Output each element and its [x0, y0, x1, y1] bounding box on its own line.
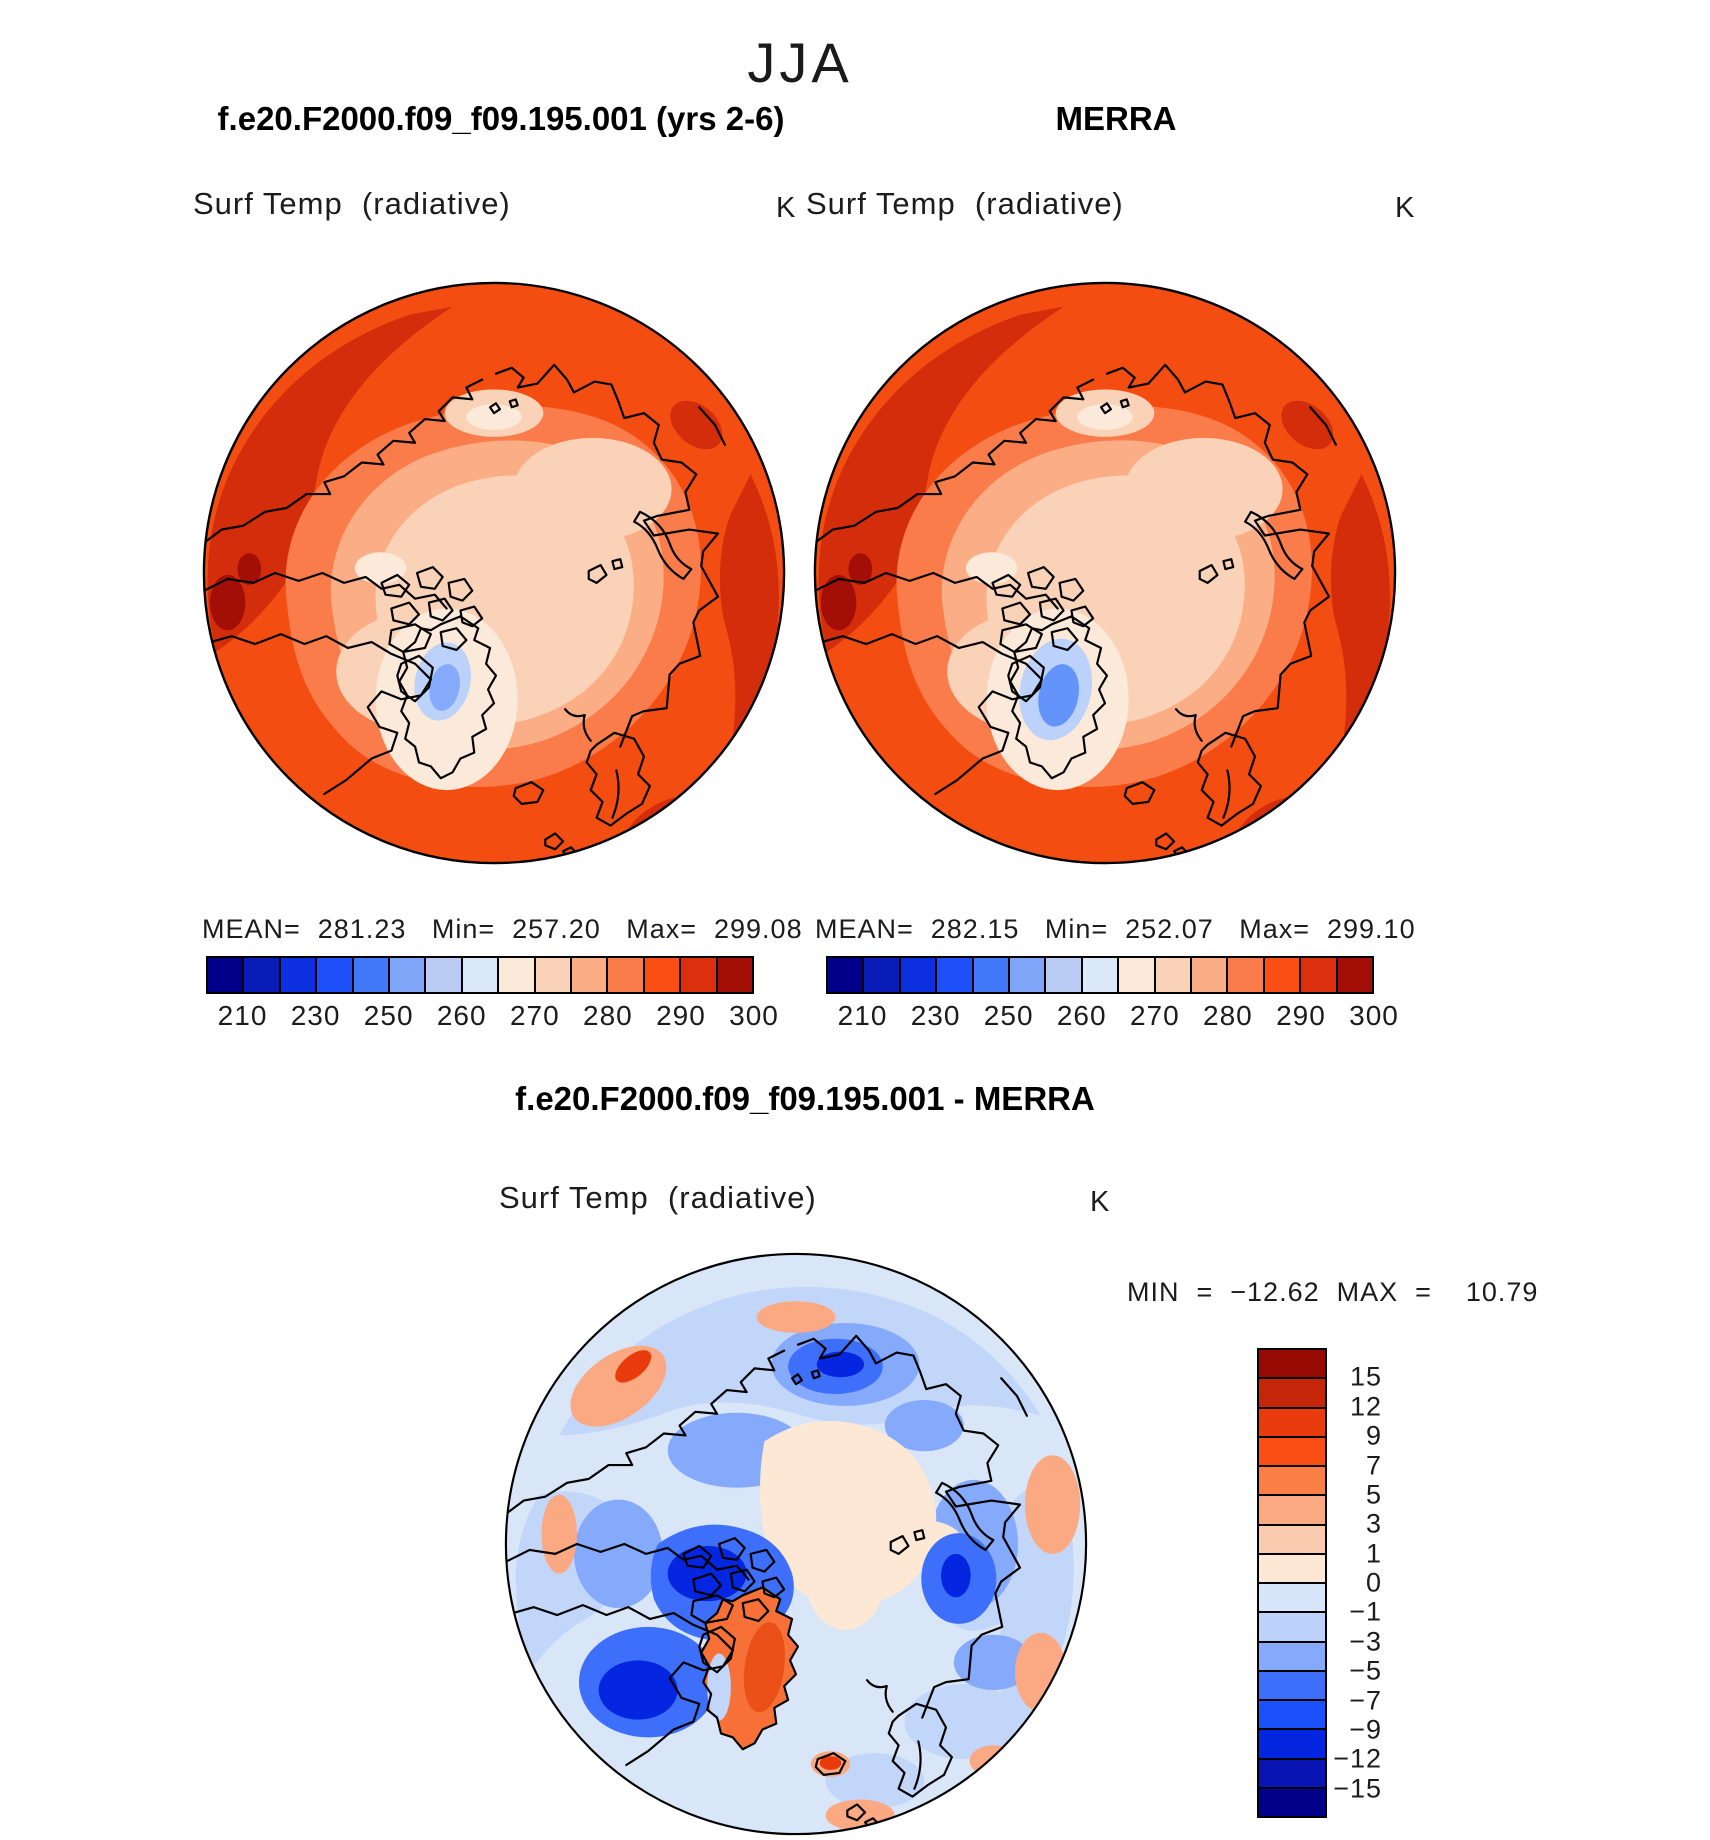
colorbar-segment: [208, 958, 242, 992]
colorbar-segment: [534, 958, 570, 992]
colorbar-segment: [352, 958, 388, 992]
colorbar-segment: [1299, 958, 1335, 992]
colorbar-tick-label: 3: [1365, 1508, 1382, 1539]
colorbar-tick-label: 7: [1365, 1450, 1382, 1480]
colorbar-segment: [1081, 958, 1117, 992]
colorbar-tick-label: −15: [1333, 1773, 1382, 1804]
model-stats-line: MEAN= 281.23 Min= 257.20 Max= 299.08: [202, 914, 803, 944]
colorbar-segment: [899, 958, 935, 992]
obs-colorbar-ticks: [826, 1000, 1399, 1034]
model-case-title: f.e20.F2000.f09_f09.195.001 (yrs 2-6): [217, 100, 785, 137]
colorbar-tick-label: 5: [1365, 1479, 1382, 1510]
colorbar-tick-label: −7: [1349, 1685, 1382, 1715]
colorbar-tick-label: 290: [656, 1000, 706, 1031]
obs-units-label: K: [1395, 192, 1416, 224]
difference-colorbar-labels: [1290, 1348, 1382, 1818]
colorbar-segment: [1190, 958, 1226, 992]
colorbar-tick-label: 300: [1349, 1000, 1399, 1031]
colorbar-tick-label: 270: [1129, 1000, 1180, 1031]
colorbar-tick-label: −12: [1333, 1743, 1382, 1774]
colorbar-segment: [424, 958, 460, 992]
colorbar-tick-label: 1: [1365, 1538, 1382, 1569]
colorbar-segment: [1263, 958, 1299, 992]
colorbar-tick-label: 15: [1349, 1361, 1382, 1392]
colorbar-segment: [461, 958, 497, 992]
colorbar-segment: [497, 958, 533, 992]
colorbar-tick-label: −3: [1349, 1626, 1382, 1657]
model-variable-label: Surf Temp (radiative): [193, 186, 511, 221]
obs-map: [809, 277, 1401, 869]
colorbar-tick-label: 270: [509, 1000, 560, 1031]
colorbar-segment: [1226, 958, 1262, 992]
colorbar-segment: [643, 958, 679, 992]
colorbar-segment: [388, 958, 424, 992]
colorbar-tick-label: 210: [217, 1000, 268, 1031]
diff-variable-label: Surf Temp (radiative): [499, 1180, 817, 1215]
colorbar-segment: [1008, 958, 1044, 992]
colorbar-segment: [1117, 958, 1153, 992]
colorbar-segment: [935, 958, 971, 992]
diff-units-label: K: [1090, 1186, 1111, 1218]
model-units-label: K: [776, 192, 797, 224]
colorbar-tick-label: 260: [436, 1000, 487, 1031]
colorbar-segment: [315, 958, 351, 992]
colorbar-tick-label: 230: [910, 1000, 961, 1031]
colorbar-segment: [828, 958, 862, 992]
colorbar-segment: [242, 958, 278, 992]
model-colorbar-ticks: [206, 1000, 779, 1034]
colorbar-segment: [716, 958, 752, 992]
colorbar-tick-label: 300: [729, 1000, 779, 1031]
colorbar-segment: [570, 958, 606, 992]
colorbar-tick-label: 280: [583, 1000, 633, 1031]
colorbar-tick-label: −9: [1349, 1714, 1382, 1745]
obs-case-title: MERRA: [1055, 100, 1177, 137]
colorbar-segment: [279, 958, 315, 992]
colorbar-segment: [679, 958, 715, 992]
colorbar-tick-label: −5: [1349, 1655, 1382, 1686]
colorbar-segment: [1154, 958, 1190, 992]
colorbar-tick-label: 210: [837, 1000, 888, 1031]
obs-stats-line: MEAN= 282.15 Min= 252.07 Max= 299.10: [815, 914, 1416, 944]
colorbar-segment: [1044, 958, 1080, 992]
colorbar-tick-label: 250: [983, 1000, 1034, 1031]
colorbar-tick-label: 230: [290, 1000, 341, 1031]
colorbar-tick-label: 260: [1056, 1000, 1107, 1031]
diff-map: [500, 1248, 1092, 1840]
diff-case-title: f.e20.F2000.f09_f09.195.001 - MERRA: [515, 1080, 1095, 1117]
obs-variable-label: Surf Temp (radiative): [806, 186, 1124, 221]
colorbar-tick-label: 250: [363, 1000, 414, 1031]
obs-temperature-colorbar: [826, 956, 1374, 994]
colorbar-tick-label: 280: [1203, 1000, 1253, 1031]
colorbar-segment: [972, 958, 1008, 992]
model-temperature-colorbar: [206, 956, 754, 994]
colorbar-tick-label: 12: [1349, 1391, 1382, 1422]
colorbar-segment: [1336, 958, 1372, 992]
colorbar-tick-label: 9: [1365, 1420, 1382, 1451]
diff-minmax-line: MIN = −12.62 MAX = 10.79: [1127, 1277, 1539, 1307]
season-title: JJA: [747, 31, 853, 94]
colorbar-tick-label: 290: [1276, 1000, 1326, 1031]
colorbar-segment: [862, 958, 898, 992]
colorbar-segment: [606, 958, 642, 992]
model-map: [198, 277, 790, 869]
colorbar-tick-label: −1: [1349, 1596, 1382, 1627]
colorbar-tick-label: 0: [1365, 1567, 1382, 1598]
